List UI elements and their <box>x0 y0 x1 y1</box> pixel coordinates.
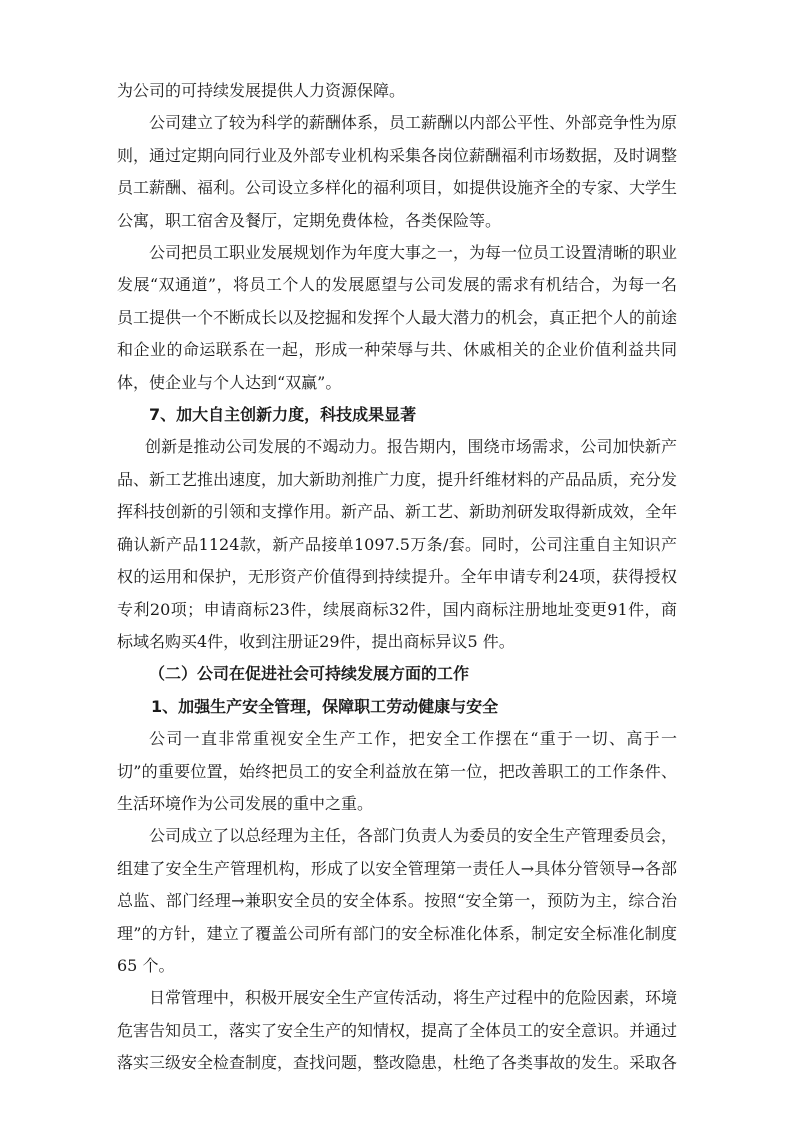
paragraph-daily-management: 日常管理中，积极开展安全生产宣传活动，将生产过程中的危险因素，环境危害告知员工，落实了安全生产的知情权，提高了全体员工的安全意识。并通过落实三级安全检查制度，查找问题，整改隐患，杜绝了各类事故的发生。采取各 <box>117 988 678 1073</box>
section-heading-safety: 1、加强生产安全管理，保障职工劳动健康与安全 <box>151 696 499 716</box>
paragraph-innovation: 创新是推动公司发展的不竭动力。报告期内，围绕市场需求，公司加快新产品、新工艺推出速度，加大新助剂推广力度，提升纤维材料的产品品质，充分发挥科技创新的引领和支撑作用。新产品、新工艺、新助剂研发取得新成效，全年确认新产品1124款，新产品接单1097.5万条/套。同时，公司注重自主知识产权的运用和保护，无形资产价值得到持续提升。全年申请专利24项，获得授权专利20项；申请商标23件，续展商标32件，国内商标注册地址变更91件，商标域名购买4件，收到注册证29件，提出商标异议5 件。 <box>117 437 678 651</box>
paragraph-compensation: 公司建立了较为科学的薪酬体系，员工薪酬以内部公平性、外部竞争性为原则，通过定期向同行业及外部专业机构采集各岗位薪酬福利市场数据，及时调整员工薪酬、福利。公司设立多样化的福利项目，如提供设施齐全的专家、大学生公寓，职工宿舍及餐厅，定期免费体检，各类保险等。 <box>117 113 678 230</box>
document-page <box>117 75 677 1080</box>
paragraph-safety-priority: 公司一直非常重视安全生产工作，把安全工作摆在“重于一切、高于一切”的重要位置，始终把员工的安全利益放在第一位，把改善职工的工作条件、生活环境作为公司发展的重中之重。 <box>117 729 677 813</box>
section-heading-innovation: 7、加大自主创新力度，科技成果显著 <box>149 405 417 425</box>
paragraph-continuation: 为公司的可持续发展提供人力资源保障。 <box>117 81 406 100</box>
paragraph-career-development: 公司把员工职业发展规划作为年度大事之一，为每一位员工设置清晰的职业发展“双通道”，将员工个人的发展愿望与公司发展的需求有机结合，为每一名员工提供一个不断成长以及挖掘和发挥个人最大潜力的机会，真正把个人的前途和企业的命运联系在一起，形成一种荣辱与共、休戚相关的企业价值利益共同体，使企业与个人达到“双赢”。 <box>117 243 678 392</box>
section-heading-social-sustainability: （二）公司在促进社会可持续发展方面的工作 <box>149 664 470 684</box>
paragraph-safety-committee: 公司成立了以总经理为主任，各部门负责人为委员的安全生产管理委员会，组建了安全生产管理机构，形成了以安全管理第一责任人→具体分管领导→各部总监、部门经理→兼职安全员的安全体系。按照“安全第一，预防为主，综合治理”的方针，建立了覆盖公司所有部门的安全标准化体系，制定安全标准化制度65 个。 <box>117 826 678 975</box>
